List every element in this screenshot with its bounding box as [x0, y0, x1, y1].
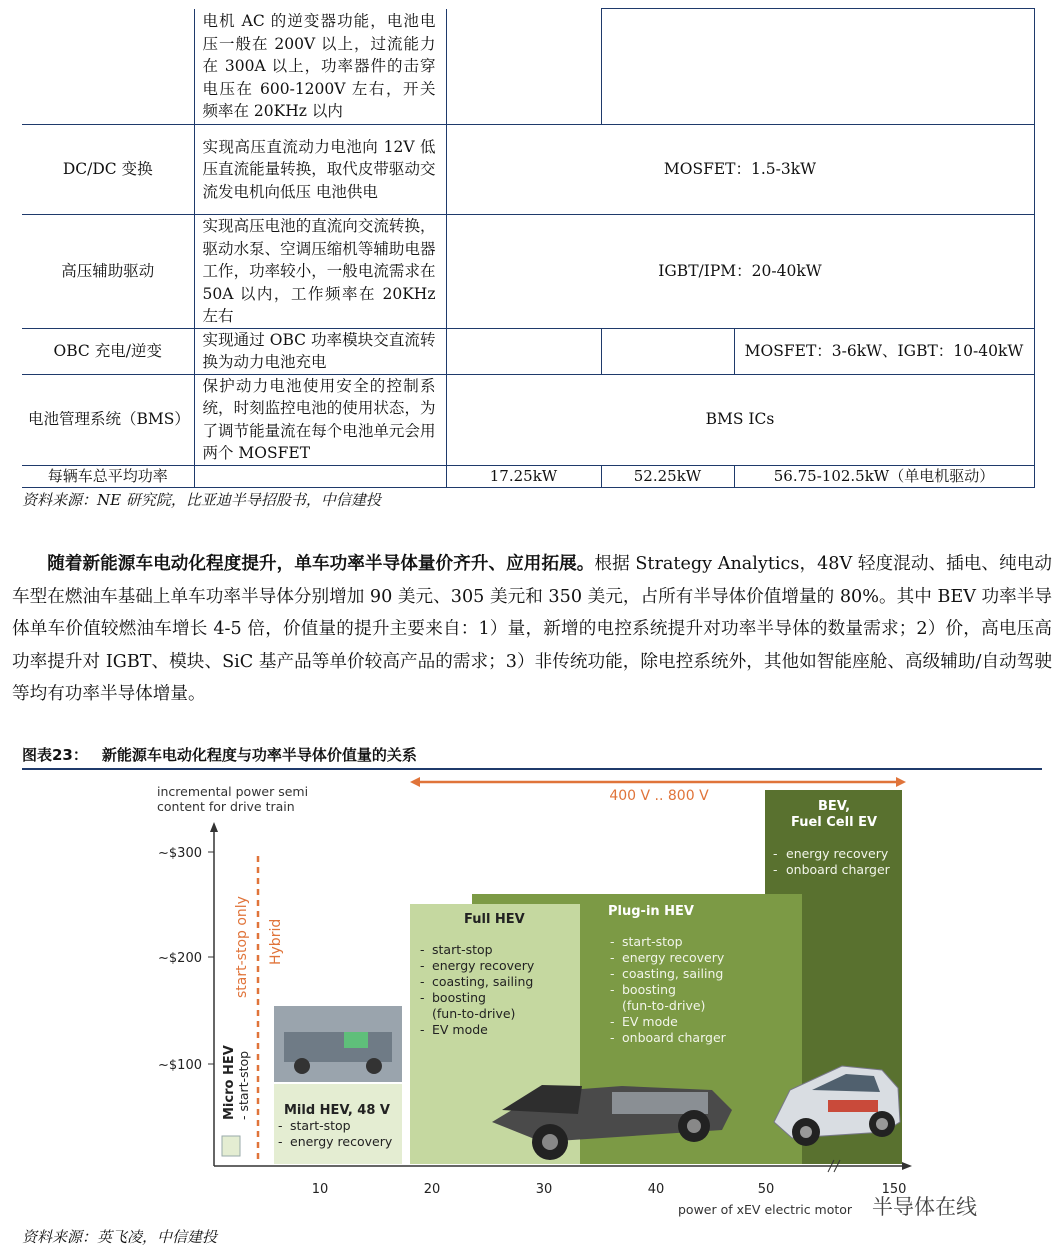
row-desc: 实现通过 OBC 功率模块交直流转换为动力电池充电 [194, 328, 446, 374]
micro-hev-label: Micro HEV [222, 1045, 237, 1120]
segment-item: onboard charger [786, 862, 890, 877]
row-desc: 保护动力电池使用安全的控制系统，时刻监控电池的使用状态，为了调节能量流在每个电池单元会用两个 MOSFET [194, 374, 446, 465]
row-name: DC/DC 变换 [22, 125, 194, 215]
svg-text:-: - [610, 1030, 615, 1045]
row-name [22, 9, 194, 125]
power-semi-table [22, 8, 1035, 488]
svg-text:-: - [420, 958, 425, 973]
segment-item: boosting [622, 982, 676, 997]
segment-item: boosting [432, 990, 486, 1005]
total-label: 每辆车总平均功率 [22, 465, 194, 487]
svg-text:-: - [420, 990, 425, 1005]
x-axis-title: power of xEV electric motor [678, 1202, 853, 1217]
x-tick-label: 50 [757, 1182, 775, 1197]
segment-item: energy recovery [432, 958, 535, 973]
row-name: 电池管理系统（BMS） [22, 374, 194, 465]
row-value: MOSFET：3-6kW、IGBT：10-40kW [734, 328, 1034, 374]
svg-text:-: - [610, 934, 615, 949]
x-tick-label: 30 [535, 1182, 553, 1197]
table-source: 资料来源：NE 研究院，比亚迪半导招股书，中信建投 [22, 491, 381, 509]
svg-text:-: - [278, 1118, 283, 1133]
total-v1: 17.25kW [446, 465, 601, 487]
value-chart [22, 770, 1042, 1220]
paragraph-text: 根据 Strategy Analytics，48V 轻度混动、插电、纯电动车型在燃油车基础上单车功率半导体分别增加 90 美元、305 美元和 350 美元，占所有半导体价值增量的 80%。其中 BEV 功率半导体单车价值较燃油车增长 4-5 倍，价值量的提升主要来自：1）量，新增的电控系统提升对功率半导体的数量需求；2）价，高电压高功率提升对 IGBT、模块、SiC 基产品等单价较高产品的需求；3）非传统功能，除电控系统外，其他如智能座舱、高级辅助/自动驾驶等均有功率半导体增量。 [12, 554, 1052, 705]
table-total-row [22, 465, 1034, 487]
y-axis-title-line2: content for drive train [157, 799, 295, 814]
svg-text:-: - [773, 862, 778, 877]
watermark: 半导体在线 [872, 1195, 977, 1219]
segment-item: energy recovery [786, 846, 889, 861]
dashed-label-start-stop: start-stop only [234, 896, 250, 998]
paragraph-lead: 随着新能源车电动化程度提升，单车功率半导体量价齐升、应用拓展。 [47, 554, 595, 574]
svg-text:-: - [610, 966, 615, 981]
y-tick-label: ~$200 [158, 951, 202, 966]
segment-item: start-stop [622, 934, 683, 949]
segment-item: (fun-to-drive) [622, 998, 706, 1013]
svg-text:-: - [773, 846, 778, 861]
row-value: IGBT/IPM：20-40kW [446, 215, 1034, 329]
y-tick-label: ~$100 [158, 1058, 202, 1073]
y-axis-title-line1: incremental power semi [157, 784, 309, 799]
figure-source: 资料来源：英飞凌，中信建投 [22, 1228, 218, 1246]
segment-item: coasting, sailing [432, 974, 534, 989]
figure-label: 图表23： [22, 746, 88, 764]
svg-text:-: - [278, 1134, 283, 1149]
row-name: 高压辅助驱动 [22, 215, 194, 329]
svg-text:-: - [420, 974, 425, 989]
segment-item: EV mode [622, 1014, 678, 1029]
segment-title-line2: Fuel Cell EV [790, 815, 878, 830]
row-value [601, 9, 1034, 125]
total-v3: 56.75-102.5kW（单电机驱动） [734, 465, 1034, 487]
row-name: OBC 充电/逆变 [22, 328, 194, 374]
segment-item: energy recovery [622, 950, 725, 965]
segment-item: energy recovery [290, 1134, 393, 1149]
segment-item: start-stop [432, 942, 493, 957]
segment-item: coasting, sailing [622, 966, 724, 981]
segment-title-line1: BEV, [817, 799, 851, 814]
figure-chart [22, 770, 1042, 1220]
svg-text:-: - [610, 1014, 615, 1029]
table-row [22, 328, 1034, 374]
svg-text:-: - [610, 982, 615, 997]
micro-box [222, 1136, 240, 1156]
segment-item: EV mode [432, 1022, 488, 1037]
row-desc: 实现高压直流动力电池向 12V 低压直流能量转换，取代皮带驱动交流发电机向低压 电池供电 [194, 125, 446, 215]
row-desc: 实现高压电池的直流向交流转换，驱动水泵、空调压缩机等辅助电器工作，功率较小，一般电流需求在 50A 以内，工作频率在 20KHz 左右 [194, 215, 446, 329]
voltage-range-label: 400 V .. 800 V [609, 788, 709, 804]
row-value: MOSFET：1.5-3kW [446, 125, 1034, 215]
x-tick-label: 150 [881, 1182, 907, 1197]
total-v2: 52.25kW [601, 465, 734, 487]
table-row [22, 215, 1034, 329]
table-row [22, 374, 1034, 465]
row-desc: 电机 AC 的逆变器功能，电池电压一般在 200V 以上，过流能力在 300A 以上，功率器件的击穿电压在 600-1200V 左右，开关频率在 20KHz 以内 [194, 9, 446, 125]
table-row [22, 9, 1034, 125]
y-axis-title [157, 784, 312, 814]
body-paragraph [12, 548, 1052, 711]
row-value: BMS ICs [446, 374, 1034, 465]
figure-title [22, 744, 1042, 770]
svg-text:-: - [420, 942, 425, 957]
micro-hev-sub: - start-stop [236, 1050, 251, 1120]
segment-item: start-stop [290, 1118, 351, 1133]
table-row [22, 125, 1034, 215]
segment-title: Plug-in HEV [608, 904, 694, 919]
dashed-label-hybrid: Hybrid [268, 918, 284, 965]
figure-caption: 新能源车电动化程度与功率半导体价值量的关系 [101, 746, 417, 764]
segment-title: Full HEV [464, 912, 525, 927]
svg-text:-: - [420, 1022, 425, 1037]
svg-text:-: - [610, 950, 615, 965]
x-tick-label: 40 [647, 1182, 665, 1197]
x-tick-label: 20 [423, 1182, 441, 1197]
y-tick-label: ~$300 [158, 846, 202, 861]
segment-item: (fun-to-drive) [432, 1006, 516, 1021]
segment-title: Mild HEV, 48 V [284, 1103, 390, 1118]
segment-item: onboard charger [622, 1030, 726, 1045]
x-tick-label: 10 [311, 1182, 329, 1197]
